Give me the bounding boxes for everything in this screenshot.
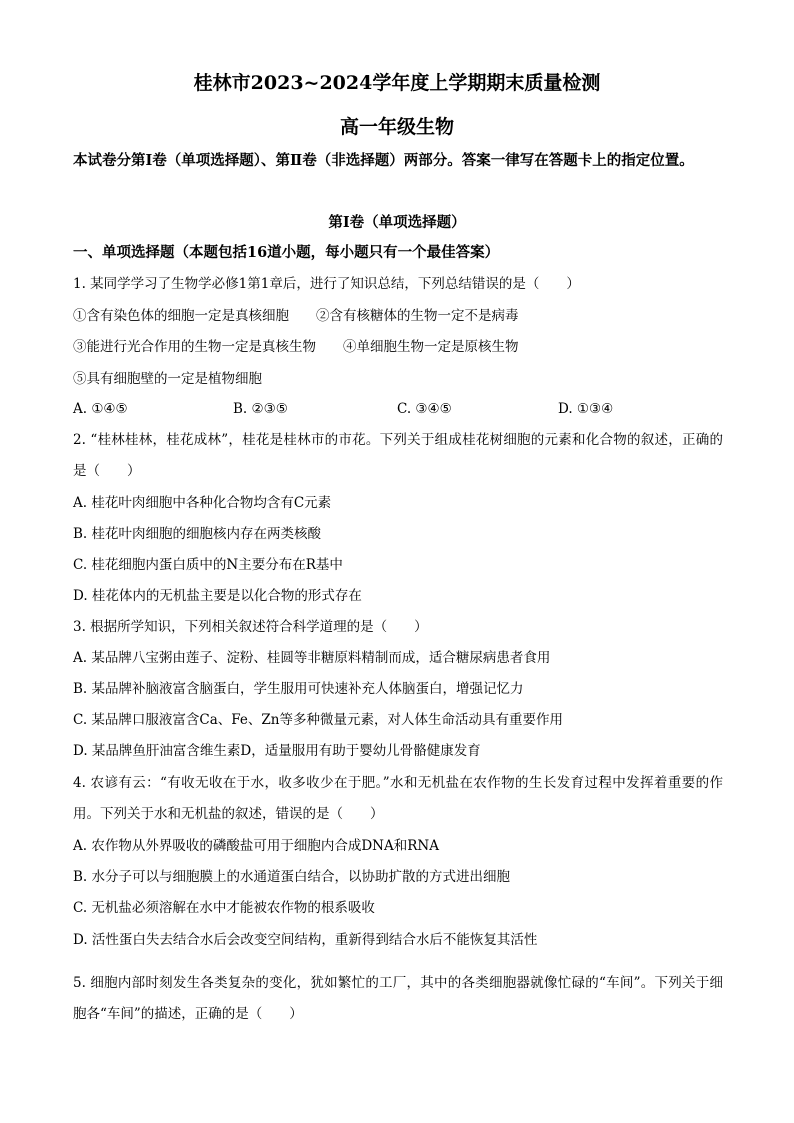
question-3-option-b: B. 某品牌补脑液富含脑蛋白，学生服用可快速补充人体脑蛋白，增强记忆力 xyxy=(73,681,524,697)
question-1-statement-1: ①含有染色体的细胞一定是真核细胞 ②含有核糖体的生物一定不是病毒 xyxy=(73,308,519,324)
question-4-stem: 4. 农谚有云：“有收无收在于水，收多收少在于肥。”水和无机盐在农作物的生长发育过程中发挥着重要的作用。下列关于水和无机盐的叙述，错误的是（ ） xyxy=(73,775,723,822)
question-3-option-a: A. 某品牌八宝粥由莲子、淀粉、桂圆等非糖原料精制而成，适合糖尿病患者食用 xyxy=(73,650,551,666)
question-3-option-c: C. 某品牌口服液富含Ca、Fe、Zn等多种微量元素，对人体生命活动具有重要作用 xyxy=(73,712,564,728)
part-heading: 一、单项选择题（本题包括16道小题，每小题只有一个最佳答案） xyxy=(73,244,500,261)
question-2-option-b: B. 桂花叶肉细胞的细胞核内存在两类核酸 xyxy=(73,526,322,542)
question-1-option-d: D. ①③④ xyxy=(558,401,614,417)
question-4-option-a: A. 农作物从外界吸收的磷酸盐可用于细胞内合成DNA和RNA xyxy=(73,838,439,854)
question-1-statement-2: ③能进行光合作用的生物一定是真核生物 ④单细胞生物一定是原核生物 xyxy=(73,339,519,355)
section-heading: 第Ⅰ卷（单项选择题） xyxy=(328,214,466,231)
exam-title: 桂林市2023~2024学年度上学期期末质量检测 xyxy=(193,72,601,94)
question-1-statement-3: ⑤具有细胞壁的一定是植物细胞 xyxy=(73,371,262,387)
question-2-option-d: D. 桂花体内的无机盐主要是以化合物的形式存在 xyxy=(73,588,362,604)
exam-instructions: 本试卷分第Ⅰ卷（单项选择题）、第Ⅱ卷（非选择题）两部分。答案一律写在答题卡上的指定位置。 xyxy=(73,152,694,169)
question-4-option-c: C. 无机盐必须溶解在水中才能被农作物的根系吸收 xyxy=(73,900,375,916)
question-3-option-d: D. 某品牌鱼肝油富含维生素D，适量服用有助于婴幼儿骨骼健康发育 xyxy=(73,743,481,759)
question-4-option-b: B. 水分子可以与细胞膜上的水通道蛋白结合，以协助扩散的方式进出细胞 xyxy=(73,869,511,885)
question-2-option-c: C. 桂花细胞内蛋白质中的N主要分布在R基中 xyxy=(73,557,343,573)
question-4-option-d: D. 活性蛋白失去结合水后会改变空间结构，重新得到结合水后不能恢复其活性 xyxy=(73,932,538,948)
question-5-stem: 5. 细胞内部时刻发生各类复杂的变化，犹如繁忙的工厂，其中的各类细胞器就像忙碌的“车间”。下列关于细胞各“车间”的描述，正确的是（ ） xyxy=(73,975,723,1022)
question-1-option-c: C. ③④⑤ xyxy=(397,401,452,417)
question-1-option-b: B. ②③⑤ xyxy=(233,401,288,417)
question-2-stem: 2. “桂林桂林，桂花成林”，桂花是桂林市的市花。下列关于组成桂花树细胞的元素和化合物的叙述，正确的是（ ） xyxy=(73,432,723,479)
question-1-option-a: A. ①④⑤ xyxy=(73,401,128,417)
question-3-stem: 3. 根据所学知识，下列相关叙述符合科学道理的是（ ） xyxy=(73,619,428,635)
exam-subtitle: 高一年级生物 xyxy=(339,116,454,138)
question-2-option-a: A. 桂花叶肉细胞中各种化合物均含有C元素 xyxy=(73,495,332,511)
question-1-stem: 1. 某同学学习了生物学必修1第1章后，进行了知识总结，下列总结错误的是（ ） xyxy=(73,276,580,292)
